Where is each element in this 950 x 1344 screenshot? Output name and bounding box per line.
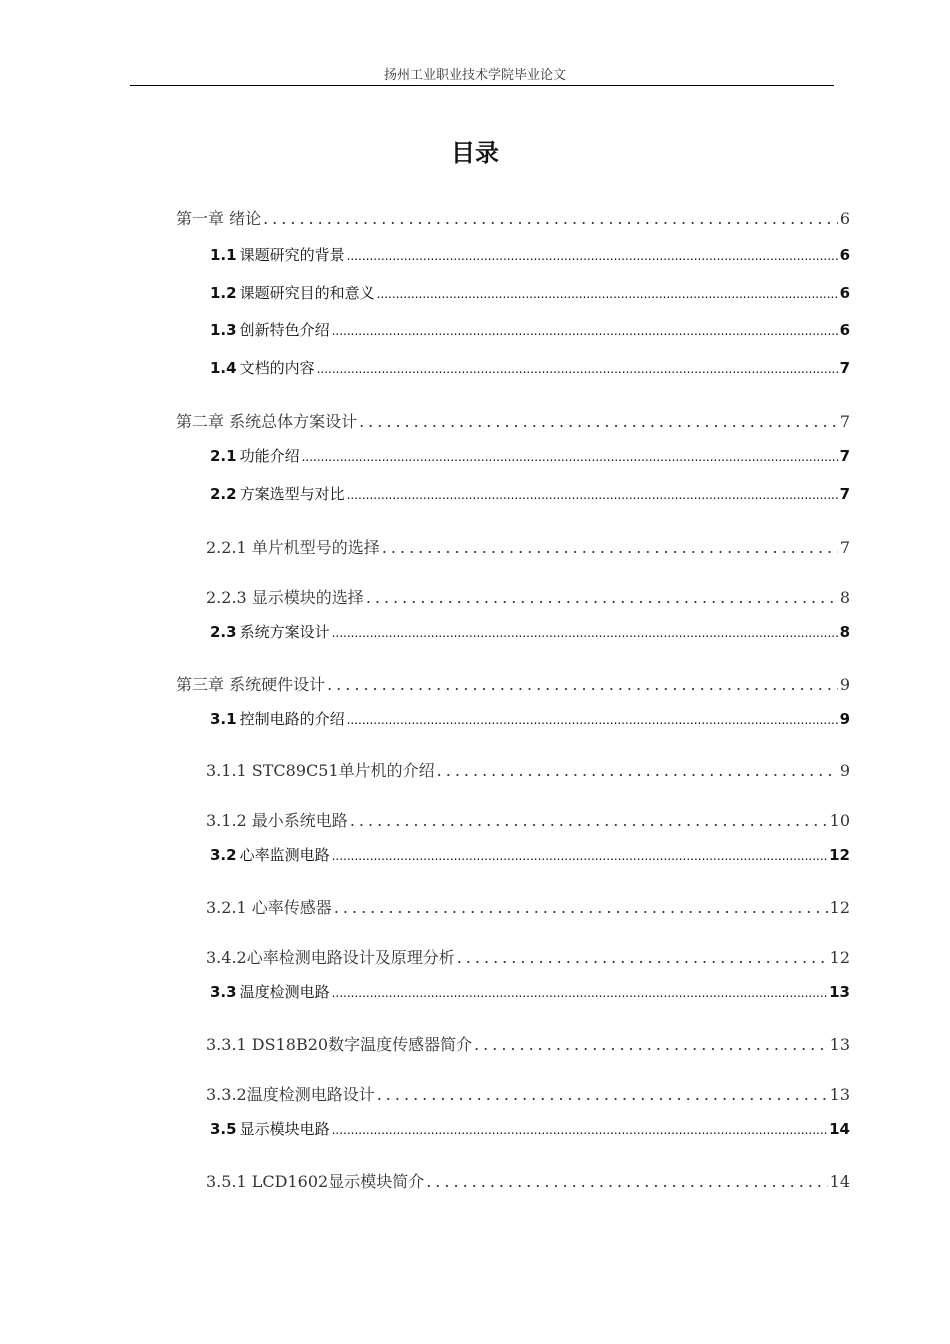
toc-entry-number: 3.1: [210, 710, 237, 728]
toc-leader: [426, 1172, 827, 1191]
toc-entry-label: 功能介绍: [239, 447, 300, 465]
toc-entry-label: 3.5.1 LCD1602显示模块简介: [206, 1172, 425, 1191]
toc-entry-number: 1.4: [210, 359, 237, 377]
toc-entry-label: 3.3.2温度检测电路设计: [206, 1085, 375, 1104]
toc-leader: [350, 811, 828, 830]
toc-entry-page: 6: [839, 284, 850, 302]
header-rule: [130, 85, 834, 86]
toc-entry-label: 第一章 绪论: [176, 209, 262, 228]
toc-entry-number: 1.2: [210, 284, 237, 302]
toc-entry-number: 3.3: [210, 983, 237, 1001]
toc-entry-page: 7: [839, 412, 850, 431]
toc-entry-label: 3.2.1 心率传感器: [206, 898, 332, 917]
toc-leader: [332, 986, 828, 1000]
toc-entry-section[interactable]: [210, 357, 850, 378]
toc-entry-page: 8: [839, 623, 850, 641]
toc-entry-section[interactable]: [210, 445, 850, 466]
toc-leader: [332, 324, 838, 338]
toc-entry-label: 控制电路的介绍: [239, 710, 345, 728]
toc-entry-page: 9: [839, 710, 850, 728]
toc-leader: [347, 713, 838, 727]
toc-entry-section[interactable]: [210, 621, 850, 642]
toc-entry-section[interactable]: [210, 844, 850, 865]
toc-entry-page: 7: [839, 447, 850, 465]
toc-leader: [366, 588, 838, 607]
toc-entry-page: 10: [829, 811, 850, 830]
toc-entry-label: 心率监测电路: [239, 846, 330, 864]
toc-leader: [332, 1123, 828, 1137]
toc-entry-label: 第二章 系统总体方案设计: [176, 412, 358, 431]
toc-entry-page: 13: [829, 983, 850, 1001]
toc-entry-label: 2.2.1 单片机型号的选择: [206, 538, 380, 557]
toc-leader: [347, 488, 838, 502]
toc-entry-page: 13: [829, 1035, 850, 1054]
toc-entry-subsection[interactable]: [206, 1082, 850, 1105]
toc-entry-page: 13: [829, 1085, 850, 1104]
toc-entry-page: 14: [829, 1120, 850, 1138]
toc-entry-page: 8: [839, 588, 850, 607]
toc-entry-label: 3.1.1 STC89C51单片机的介绍: [206, 761, 435, 780]
toc-entry-label: 2.2.3 显示模块的选择: [206, 588, 364, 607]
toc-entry-label: 方案选型与对比: [239, 485, 345, 503]
toc-entry-label: 系统方案设计: [239, 623, 330, 641]
toc-entry-chapter[interactable]: [176, 672, 850, 695]
toc-leader: [317, 362, 838, 376]
toc-leader: [377, 1085, 828, 1104]
toc-entry-page: 9: [839, 675, 850, 694]
toc-leader: [332, 626, 838, 640]
toc-entry-subsection[interactable]: [206, 945, 850, 968]
toc-entry-number: 2.3: [210, 623, 237, 641]
toc-entry-subsection[interactable]: [206, 1169, 850, 1192]
toc-entry-page: 7: [839, 359, 850, 377]
toc-entry-section[interactable]: [210, 319, 850, 340]
toc-leader: [332, 849, 828, 863]
toc-leader: [437, 761, 838, 780]
toc-entry-section[interactable]: [210, 1118, 850, 1139]
toc-entry-page: 14: [829, 1172, 850, 1191]
toc-entry-page: 9: [839, 761, 850, 780]
toc-entry-section[interactable]: [210, 244, 850, 265]
toc-leader: [359, 412, 838, 431]
toc-entry-subsection[interactable]: [206, 535, 850, 558]
toc-entry-page: 12: [829, 846, 850, 864]
toc-entry-section[interactable]: [210, 981, 850, 1002]
toc-entry-number: 2.1: [210, 447, 237, 465]
toc-entry-number: 1.3: [210, 321, 237, 339]
page-header: 扬州工业职业技术学院毕业论文: [383, 68, 566, 83]
toc-entry-number: 3.5: [210, 1120, 237, 1138]
toc-entry-label: 3.1.2 最小系统电路: [206, 811, 348, 830]
toc-entry-page: 6: [839, 321, 850, 339]
toc-leader: [377, 287, 838, 301]
toc-leader: [347, 249, 838, 263]
toc-entry-label: 文档的内容: [239, 359, 315, 377]
toc-entry-subsection[interactable]: [206, 1032, 850, 1055]
toc-entry-subsection[interactable]: [206, 895, 850, 918]
toc-entry-number: 2.2: [210, 485, 237, 503]
toc-entry-section[interactable]: [210, 282, 850, 303]
toc-entry-label: 课题研究目的和意义: [239, 284, 375, 302]
toc-leader: [382, 538, 838, 557]
toc-leader: [457, 948, 828, 967]
toc-entry-label: 创新特色介绍: [239, 321, 330, 339]
toc-entry-section[interactable]: [210, 483, 850, 504]
toc-entry-label: 显示模块电路: [239, 1120, 330, 1138]
toc-entry-chapter[interactable]: [176, 409, 850, 432]
toc-entry-label: 课题研究的背景: [239, 246, 345, 264]
toc-entry-subsection[interactable]: [206, 808, 850, 831]
toc-entry-page: 12: [829, 948, 850, 967]
toc-entry-label: 温度检测电路: [239, 983, 330, 1001]
toc-entry-chapter[interactable]: [176, 206, 850, 229]
toc-entry-label: 3.4.2心率检测电路设计及原理分析: [206, 948, 455, 967]
toc-entry-section[interactable]: [210, 708, 850, 729]
toc-entry-number: 3.2: [210, 846, 237, 864]
toc-entry-page: 12: [829, 898, 850, 917]
toc-entry-page: 6: [839, 209, 850, 228]
page-title: 目录: [451, 139, 499, 167]
toc-entry-subsection[interactable]: [206, 758, 850, 781]
toc-entry-label: 第三章 系统硬件设计: [176, 675, 326, 694]
toc-leader: [474, 1035, 828, 1054]
toc-entry-page: 7: [839, 538, 850, 557]
toc-entry-number: 1.1: [210, 246, 237, 264]
toc-leader: [334, 898, 828, 917]
toc-entry-subsection[interactable]: [206, 585, 850, 608]
toc-leader: [302, 450, 838, 464]
toc-leader: [263, 209, 838, 228]
toc-leader: [327, 675, 838, 694]
toc-entry-page: 6: [839, 246, 850, 264]
toc-entry-page: 7: [839, 485, 850, 503]
toc-entry-label: 3.3.1 DS18B20数字温度传感器简介: [206, 1035, 473, 1054]
